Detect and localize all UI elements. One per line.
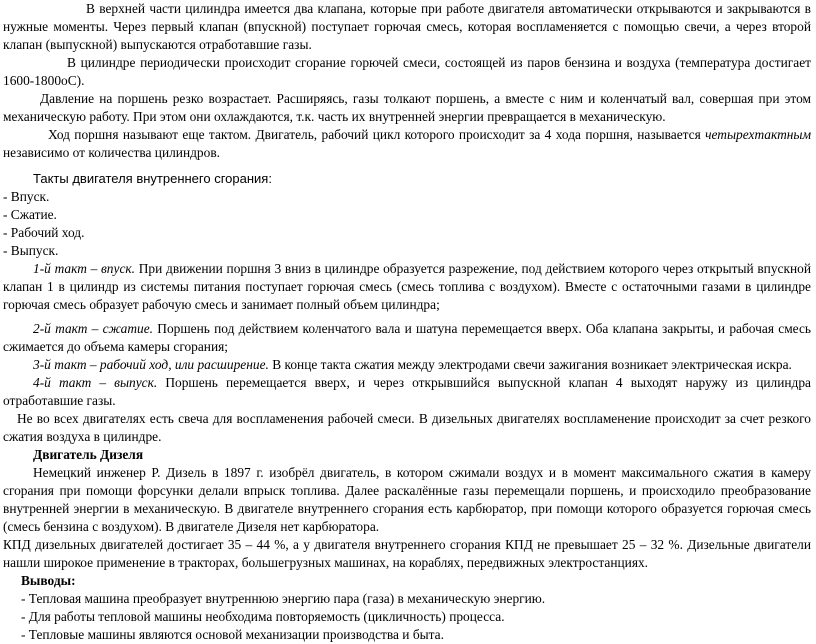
conclusion-item: - Для работы тепловой машины необходима повторяемость (цикличность) процесса.: [21, 609, 505, 624]
stroke-2-text: Поршень под действием коленчатого вала и шатуна перемещается вверх. Оба клапана закрыты, и рабочая смесь сжимается до объема камеры сгорания;: [3, 321, 811, 354]
stroke-3-text: В конце такта сжатия между электродами свечи зажигания возникает электрическая искра.: [272, 357, 792, 372]
stroke-4-text: Поршень перемещается вверх, и через открывшийся выпускной клапан 4 выходят наружу из цилиндра отработавшие газы.: [3, 375, 811, 408]
paragraph-stroke-tail: независимо от количества цилиндров.: [3, 145, 220, 160]
conclusion-item: - Тепловая машина преобразует внутреннюю энергию пара (газа) в механическую энергию.: [21, 591, 546, 606]
stroke-item: - Рабочий ход.: [3, 225, 85, 240]
diesel-intro-text: Не во всех двигателях есть свеча для воспламенения рабочей смеси. В дизельных двигателях воспламенение происходит за счет резкого сжатия воздуха в цилиндре.: [3, 411, 811, 444]
conclusion-item: - Тепловые машины являются основой механизации производства и быта.: [21, 627, 444, 642]
stroke-3-paragraph: [3, 356, 811, 374]
conclusions-heading: Выводы:: [21, 573, 76, 588]
four-stroke-term: четырехтактным: [705, 127, 811, 142]
paragraph-combustion-text: В цилиндре периодически происходит сгорание горючей смеси, состоящей из паров бензина и воздуха (температура достигает 1600-1800оС).: [3, 55, 811, 88]
diesel-heading: Двигатель Дизеля: [33, 447, 144, 462]
paragraph-diesel-invention: [3, 464, 811, 536]
stroke-1-paragraph: [3, 260, 811, 314]
stroke-2-paragraph: [3, 320, 811, 356]
paragraph-efficiency: [3, 536, 811, 572]
stroke-4-paragraph: [3, 374, 811, 410]
paragraph-diesel-intro: [3, 410, 811, 446]
stroke-item: - Выпуск.: [3, 243, 59, 258]
efficiency-text: КПД дизельных двигателей достигает 35 – 44 %, а у двигателя внутреннего сгорания КПД не превышает 25 – 32 %. Дизельные двигатели нашли широкое применение в тракторах, большегрузных машинах, на кораблях, передвижных электростанциях.: [3, 537, 811, 570]
stroke-item: - Впуск.: [3, 189, 50, 204]
paragraph-stroke-text: Ход поршня называют еще тактом. Двигатель, рабочий цикл которого происходит за 4 хода поршня, называется: [48, 127, 701, 142]
paragraph-stroke: [3, 126, 811, 162]
paragraph-valves: [3, 0, 811, 54]
stroke-2-label: 2-й такт – сжатие.: [33, 321, 154, 336]
strokes-heading: Такты двигателя внутреннего сгорания:: [33, 171, 272, 186]
strokes-list: [3, 188, 811, 260]
conclusions-list: [3, 590, 811, 644]
document-page: [3, 0, 811, 644]
diesel-invention-text: Немецкий инженер Р. Дизель в 1897 г. изобрёл двигатель, в котором сжимали воздух и в момент максимального сжатия в камеру сгорания при помощи форсунки делали впрыск топлива. Далее раскалённые газы перемещали поршень, и происходило преобразование внутренней энергии в механическую. В двигателе внутреннего сгорания есть карбюратор, при помощи которого образуется горючая смесь (смесь бензина с воздухом). В двигателе Дизеля нет карбюратора.: [3, 465, 811, 534]
stroke-4-label: 4-й такт – выпуск.: [33, 375, 158, 390]
stroke-3-label: 3-й такт – рабочий ход, или расширение.: [33, 357, 269, 372]
paragraph-pressure: [3, 90, 811, 126]
stroke-1-text: При движении поршня 3 вниз в цилиндре образуется разрежение, под действием которого через открытый впускной клапан 1 в цилиндр из системы питания поступает горючая смесь (смесь топлива с воздухом). Вместе с остаточными газами в цилиндре горючая смесь образует рабочую смесь и занимает полный объем цилиндра;: [3, 261, 811, 312]
paragraph-combustion: [3, 54, 811, 90]
stroke-item: - Сжатие.: [3, 207, 57, 222]
paragraph-valves-text: В верхней части цилиндра имеется два клапана, которые при работе двигателя автоматически открываются и закрываются в нужные моменты. Через первый клапан (впускной) поступает горючая смесь, которая воспламеняется с помощью свечи, а через второй клапан (выпускной) выпускаются отработавшие газы.: [3, 1, 811, 52]
stroke-1-label: 1-й такт – впуск.: [33, 261, 136, 276]
paragraph-pressure-text: Давление на поршень резко возрастает. Расширяясь, газы толкают поршень, а вместе с ним и коленчатый вал, совершая при этом механическую работу. При этом они охлаждаются, т.к. часть их внутренней энергии превращается в механическую.: [3, 91, 811, 124]
